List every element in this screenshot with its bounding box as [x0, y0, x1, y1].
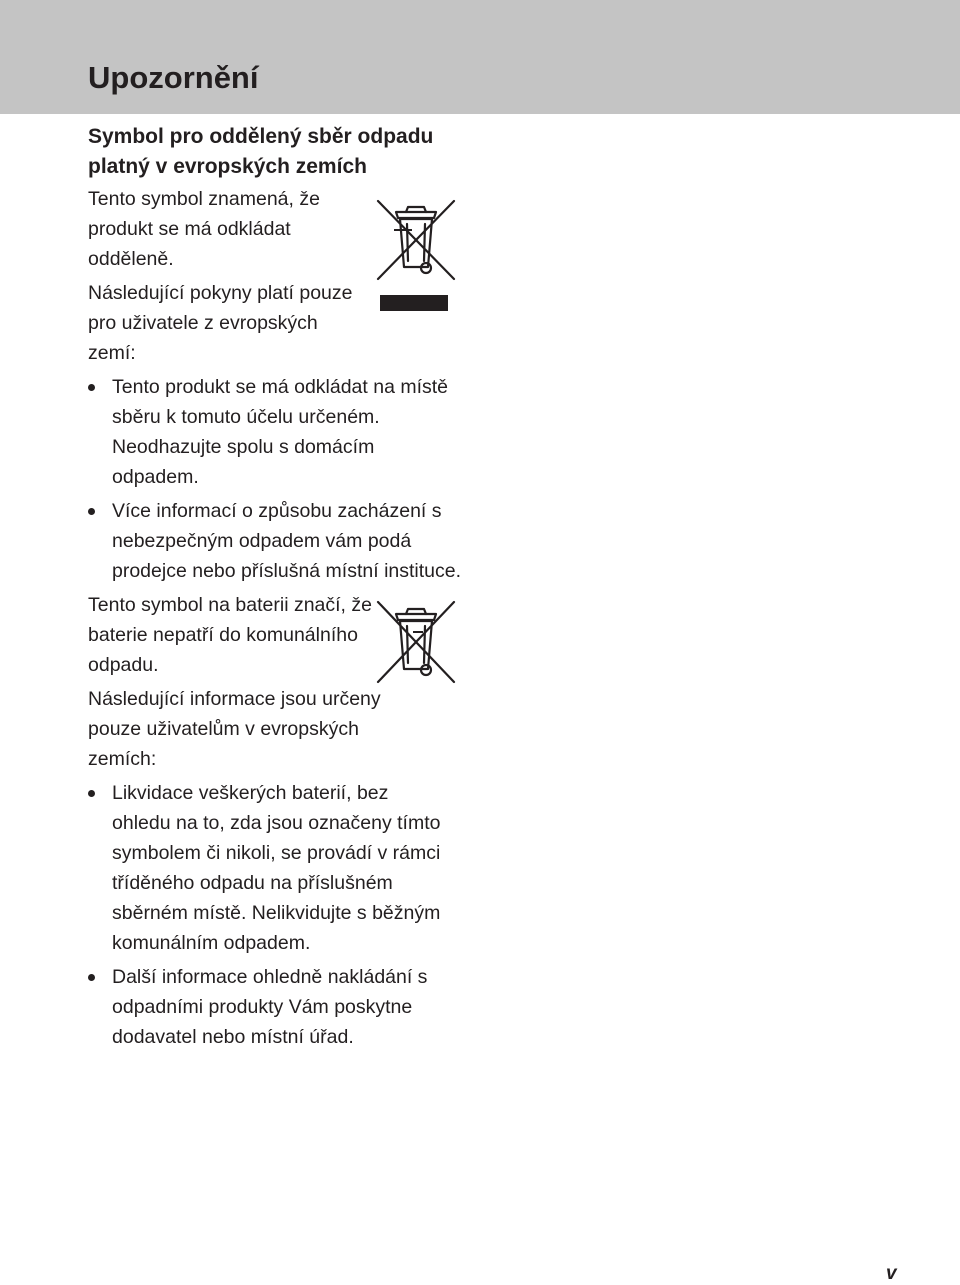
battery-symbol-text: Tento symbol na baterii značí, že baterie nepatří do komunálního odpadu. — [88, 594, 372, 676]
crossed-out-wheelie-bin-icon — [372, 193, 458, 315]
product-symbol-intro: Následující pokyny platí pouze pro uživatele z evropských zemí: — [88, 282, 353, 364]
list-item — [88, 496, 482, 586]
section-heading: Symbol pro oddělený sběr odpadu platný v evropských zemích — [88, 125, 434, 178]
battery-symbol-intro: Následující informace jsou určeny pouze uživatelům v evropských zemích: — [88, 688, 381, 770]
battery-bullet-list — [88, 778, 488, 1052]
bullet-icon — [88, 508, 95, 515]
product-bullet-list — [88, 372, 488, 586]
list-item — [88, 778, 447, 958]
list-item-text: Více informací o způsobu zacházení s nebezpečným odpadem vám podá prodejce nebo příslušná místní instituce. — [112, 500, 462, 582]
bullet-icon — [88, 384, 95, 391]
list-item — [88, 372, 457, 492]
list-item-text: Další informace ohledně nakládání s odpadními produkty Vám poskytne dodavatel nebo místní úřad. — [112, 966, 428, 1048]
bullet-icon — [88, 790, 95, 797]
product-symbol-text: Tento symbol znamená, že produkt se má odkládat odděleně. — [88, 188, 320, 270]
page-title: Upozornění — [88, 60, 259, 95]
bullet-icon — [88, 974, 95, 981]
list-item-text: Tento produkt se má odkládat na místě sběru k tomuto účelu určeném. Neodhazujte spolu s domácím odpadem. — [112, 376, 449, 488]
page-number: v — [886, 1263, 897, 1284]
crossed-out-wheelie-bin-icon — [372, 598, 458, 688]
list-item — [88, 962, 437, 1052]
list-item-text: Likvidace veškerých baterií, bez ohledu na to, zda jsou označeny tímto symbolem či nikoli, se provádí v rámci tříděného odpadu na příslušném sběrném místě. Nelikvidujte s běžným komunálním odpadem. — [112, 782, 441, 954]
